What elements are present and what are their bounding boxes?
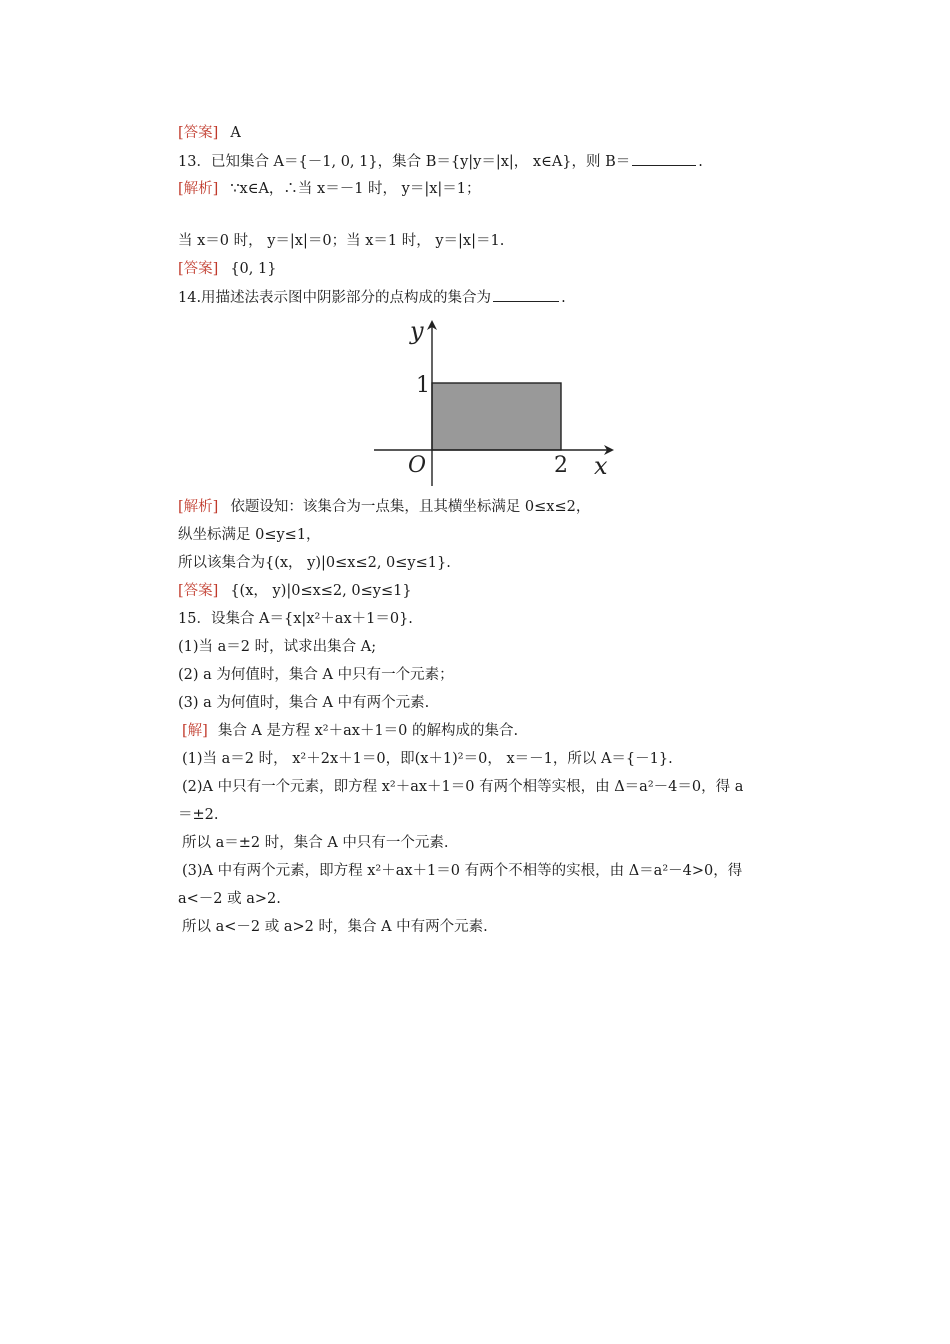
answer-text: {(x， y)|0≤x≤2, 0≤y≤1} [230,583,412,599]
question-14-end: . [561,290,566,306]
y-axis-label: y [410,317,424,345]
analysis-13-cont: 当 x＝0 时， y＝|x|＝0；当 x＝1 时， y＝|x|＝1. [178,233,505,249]
question-15-part2: (2) a 为何值时，集合 A 中只有一个元素； [178,667,454,683]
analysis-tag: [解析] [178,181,219,197]
shaded-region-figure [370,316,620,490]
y-tick-label: 1 [416,373,430,398]
answer-line-12 [178,123,241,143]
solution-15-part3-cont: a<－2 或 a>2. [178,891,281,907]
solution-15-part2-cont: ＝±2. [178,807,219,823]
answer-text: {0, 1} [230,261,277,277]
solution-15-part1: (1)当 a＝2 时， x²＋2x＋1＝0，即(x＋1)²＝0， x＝－1，所以 A＝{－1}. [182,751,673,767]
solution-tag: [解] [182,723,208,739]
answer-blank [632,151,696,166]
answer-line-13 [178,259,276,279]
answer-tag: [答案] [178,583,219,599]
question-15-part1: (1)当 a＝2 时，试求出集合 A; [178,639,377,655]
question-14 [178,287,566,308]
answer-blank [493,287,559,302]
question-13-end: . [698,154,703,170]
origin-label: O [408,453,427,478]
solution-15-part2: (2)A 中只有一个元素，即方程 x²＋ax＋1＝0 有两个相等实根，由 Δ＝a²－4＝0，得 a [182,779,744,795]
solution-15-part3-conclusion: 所以 a<－2 或 a>2 时，集合 A 中有两个元素. [182,919,488,935]
solution-15-part3: (3)A 中有两个元素，即方程 x²＋ax＋1＝0 有两个不相等的实根，由 Δ＝a²－4>0，得 [182,863,743,879]
answer-line-14 [178,581,412,601]
x-axis-label: x [594,452,608,480]
analysis-14-cont2: 所以该集合为{(x， y)|0≤x≤2, 0≤y≤1}. [178,555,451,571]
solution-text: 集合 A 是方程 x²＋ax＋1＝0 的解构成的集合. [217,723,519,739]
analysis-13 [178,179,481,199]
answer-tag: [答案] [178,125,219,141]
question-15-part3: (3) a 为何值时，集合 A 中有两个元素. [178,695,430,711]
x-tick-label: 2 [554,453,568,478]
question-15: 15．设集合 A＝{x|x²＋ax＋1＝0}. [178,611,413,627]
analysis-text: 依题设知：该集合为一点集，且其横坐标满足 0≤x≤2， [230,499,591,515]
analysis-14-cont1: 纵坐标满足 0≤y≤1， [178,527,321,543]
question-13-text: 13．已知集合 A＝{－1, 0, 1}，集合 B＝{y|y＝|x|， x∈A}，则 B＝ [178,154,631,170]
question-14-text: 14.用描述法表示图中阴影部分的点构成的集合为 [178,290,492,306]
solution-15-part2-conclusion: 所以 a＝±2 时，集合 A 中只有一个元素. [182,835,449,851]
analysis-tag: [解析] [178,499,219,515]
answer-tag: [答案] [178,261,219,277]
analysis-14 [178,497,590,517]
shaded-rectangle [432,383,561,450]
answer-text: A [230,125,241,141]
solution-15 [182,721,518,741]
analysis-text: ∵x∈A，∴当 x＝－1 时， y＝|x|＝1； [230,181,481,197]
question-13 [178,151,703,172]
